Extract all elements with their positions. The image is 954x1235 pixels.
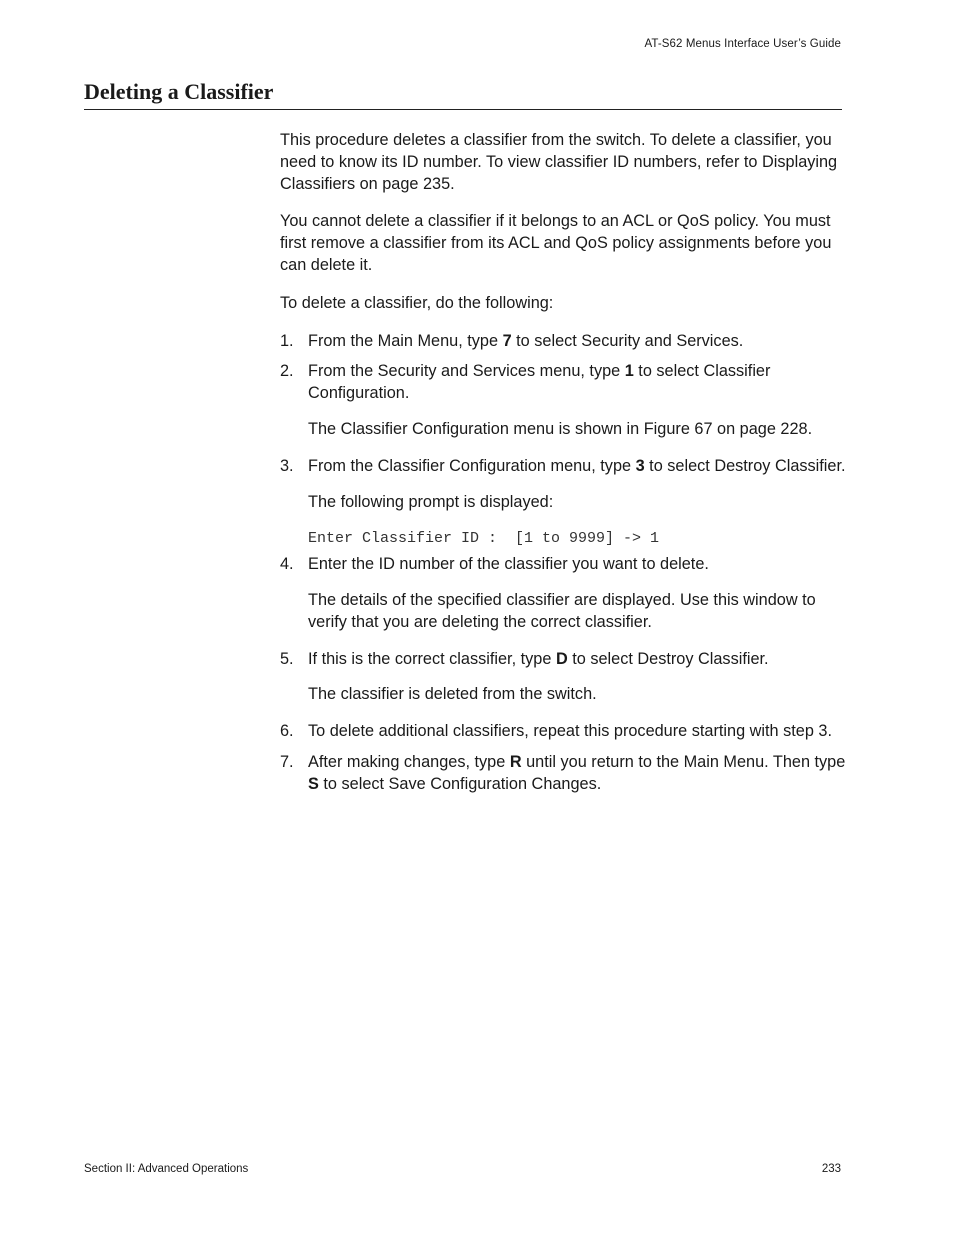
step-note: The details of the specified classifier are displayed. Use this window to verify that you are deleting the correct classifier. xyxy=(308,590,816,631)
title-rule xyxy=(84,109,842,110)
step-number: 3. xyxy=(280,456,294,475)
step-number: 5. xyxy=(280,649,294,668)
step-text: If this is the correct classifier, type D to select Destroy Classifier. xyxy=(308,649,769,668)
footer-page-number: 233 xyxy=(821,1163,841,1175)
step-text: From the Security and Services menu, type 1 to select Classifier Configuration. xyxy=(308,362,771,403)
key-label: 3 xyxy=(635,456,645,475)
step-6 xyxy=(280,721,846,743)
body-text xyxy=(280,130,846,805)
step-text: Enter the ID number of the classifier you want to delete. xyxy=(308,555,709,574)
step-text: To delete additional classifiers, repeat this procedure starting with step 3. xyxy=(308,722,832,741)
step-2 xyxy=(280,361,846,440)
key-label: D xyxy=(555,649,568,668)
step-5 xyxy=(280,649,846,707)
running-header: AT-S62 Menus Interface User’s Guide xyxy=(644,38,841,50)
intro-paragraph-2: You cannot delete a classifier if it belongs to an ACL or QoS policy. You must first remove a classifier from its ACL and QoS policy assignments before you can delete it. xyxy=(280,212,832,274)
step-number: 7. xyxy=(280,752,294,771)
step-text: From the Main Menu, type 7 to select Security and Services. xyxy=(308,331,744,350)
key-label: 7 xyxy=(502,331,512,350)
key-label: R xyxy=(509,752,522,771)
step-text: From the Classifier Configuration menu, type 3 to select Destroy Classifier. xyxy=(308,456,846,475)
section-title: Deleting a Classifier xyxy=(84,79,274,104)
step-4 xyxy=(280,554,846,633)
step-number: 2. xyxy=(280,362,294,381)
step-note: The classifier is deleted from the switch. xyxy=(308,685,597,704)
step-number: 4. xyxy=(280,555,294,574)
step-number: 1. xyxy=(280,331,294,350)
intro-paragraph-3: To delete a classifier, do the following: xyxy=(280,293,554,312)
step-7 xyxy=(280,752,846,796)
key-label: 1 xyxy=(624,362,634,381)
step-text: After making changes, type R until you return to the Main Menu. Then type S to select Save Configuration Changes. xyxy=(308,752,846,793)
intro-paragraph-1: This procedure deletes a classifier from the switch. To delete a classifier, you need to know its ID number. To view classifier ID numbers, refer to Displaying Classifiers on page 235. xyxy=(280,131,838,193)
key-label: S xyxy=(308,774,319,793)
step-3 xyxy=(280,456,846,550)
footer-section-label: Section II: Advanced Operations xyxy=(84,1163,249,1175)
step-number: 6. xyxy=(280,722,294,741)
prompt-code: Enter Classifier ID : [1 to 9999] -> 1 xyxy=(308,530,660,548)
step-1 xyxy=(280,331,846,353)
step-note: The Classifier Configuration menu is shown in Figure 67 on page 228. xyxy=(308,419,813,438)
step-note: The following prompt is displayed: xyxy=(308,492,554,511)
procedure-steps xyxy=(280,331,846,796)
